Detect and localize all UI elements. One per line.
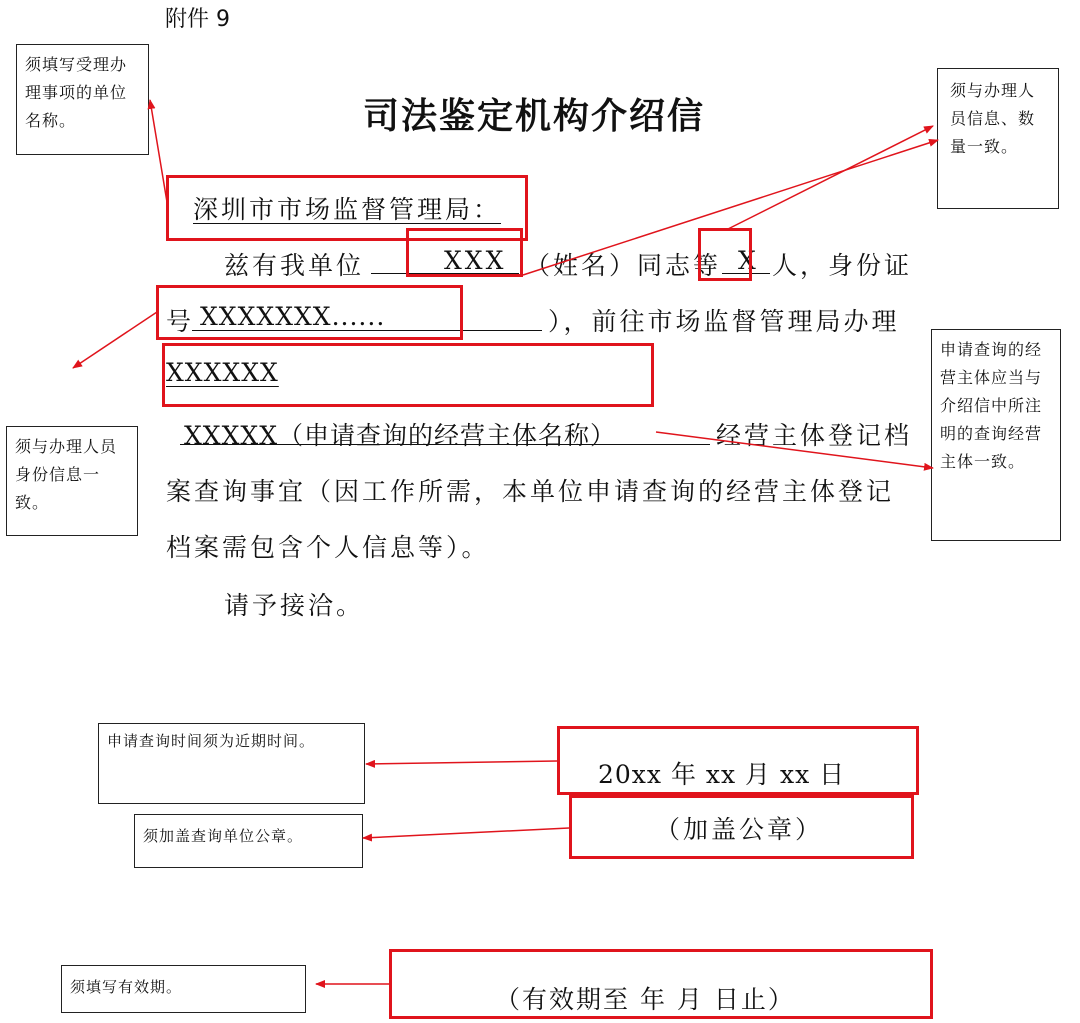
note-validity: 须填写有效期。 — [61, 965, 306, 1013]
note-personnel: 须与办理人员信息、数量一致。 — [937, 68, 1059, 209]
addressee: 深圳市市场监督管理局： — [193, 195, 502, 224]
person-count-placeholder: X — [738, 246, 759, 275]
letter-line-1-mid: （姓名）同志等 — [525, 251, 722, 280]
date-line: 20xx 年 xx 月 xx 日 — [598, 760, 846, 789]
arrow-seal — [363, 828, 569, 838]
note-seal: 须加盖查询单位公章。 — [134, 814, 363, 868]
arrow-query-time — [366, 761, 557, 764]
letter-line-4-end: 经营主体登记档 — [716, 421, 913, 450]
note-query-time: 申请查询时间须为近期时间。 — [98, 723, 365, 804]
validity-line: （有效期至 年 月 日止） — [495, 985, 795, 1014]
arrow-identity — [73, 312, 157, 368]
seal-highlight — [569, 795, 914, 859]
validity-highlight — [389, 949, 933, 1019]
arrow-personnel-2 — [728, 126, 933, 229]
closing-text: 请予接洽。 — [224, 591, 365, 620]
note-entity: 申请查询的经营主体应当与介绍信中所注明的查询经营主体一致。 — [931, 329, 1061, 541]
page-title: 司法鉴定机构介绍信 — [363, 96, 706, 137]
note-identity: 须与办理人员身份信息一致。 — [6, 426, 138, 536]
letter-line-2-end: ），前往市场监督管理局办理 — [548, 307, 900, 336]
entity-name-placeholder: XXXXX（申请查询的经营主体名称） — [184, 421, 616, 450]
letter-line-5: 案查询事宜（因工作所需，本单位申请查询的经营主体登记 — [166, 477, 895, 506]
attachment-label: 附件 9 — [165, 7, 230, 32]
letter-line-2-intro: 号 — [166, 307, 195, 336]
matter-highlight — [162, 343, 654, 407]
count-highlight — [698, 228, 752, 281]
id-number-placeholder: XXXXXXX...... — [200, 302, 386, 331]
id-highlight — [156, 285, 463, 340]
seal-line: （加盖公章） — [655, 815, 824, 844]
letter-line-1-end: 人，身份证 — [772, 251, 913, 280]
date-highlight — [557, 726, 919, 795]
letter-line-1-intro: 兹有我单位 — [224, 251, 365, 280]
name-highlight — [406, 228, 523, 277]
letter-line-6: 档案需包含个人信息等）。 — [166, 533, 490, 562]
person-name-placeholder: XXX — [444, 246, 507, 275]
matter-placeholder: XXXXXX — [166, 358, 279, 387]
note-unit-name: 须填写受理办理事项的单位名称。 — [16, 44, 149, 155]
